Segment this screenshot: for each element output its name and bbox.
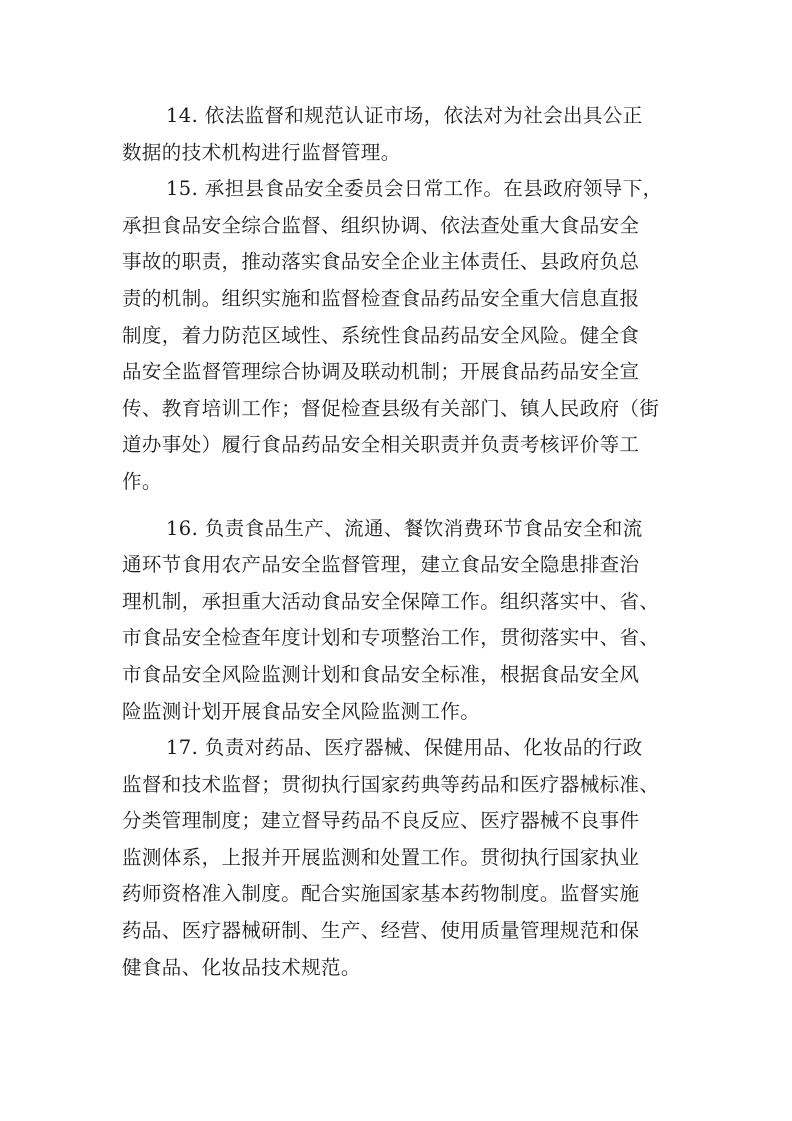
paragraph-line: 16. 负责食品生产、流通、餐饮消费环节食品安全和流 — [166, 516, 643, 540]
paragraph-line: 药师资格准入制度。配合实施国家基本药物制度。监督实施 — [122, 882, 640, 906]
paragraph-line: 市食品安全风险监测计划和食品安全标准，根据食品安全风 — [122, 662, 640, 686]
paragraph-15 — [122, 171, 682, 500]
paragraph-line: 17. 负责对药品、医疗器械、保健用品、化妆品的行政 — [166, 736, 643, 760]
paragraph-line: 事故的职责，推动落实食品安全企业主体责任、县政府负总 — [122, 250, 640, 274]
paragraph-17 — [122, 730, 682, 986]
paragraph-16 — [122, 511, 682, 731]
paragraph-line: 监测体系，上报并开展监测和处置工作。贯彻执行国家执业 — [122, 845, 640, 869]
paragraph-line: 通环节食用农产品安全监督管理，建立食品安全隐患排查治 — [122, 553, 640, 577]
paragraph-line: 责的机制。组织实施和监督检查食品药品安全重大信息直报 — [122, 286, 640, 310]
paragraph-line: 健食品、化妆品技术规范。 — [122, 955, 361, 979]
paragraph-14 — [122, 98, 682, 171]
paragraph-line: 道办事处）履行食品药品安全相关职责并负责考核评价等工 — [122, 433, 640, 457]
paragraph-line: 市食品安全检查年度计划和专项整治工作，贯彻落实中、省、 — [122, 626, 660, 650]
paragraph-line: 作。 — [122, 469, 162, 493]
paragraph-line: 承担食品安全综合监督、组织协调、依法查处重大食品安全 — [122, 213, 640, 237]
paragraph-line: 制度，着力防范区域性、系统性食品药品安全风险。健全食 — [122, 323, 640, 347]
paragraph-line: 药品、医疗器械研制、生产、经营、使用质量管理规范和保 — [122, 919, 640, 943]
document-body — [122, 98, 682, 986]
paragraph-line: 14. 依法监督和规范认证市场，依法对为社会出具公正 — [166, 104, 643, 127]
paragraph-line: 险监测计划开展食品安全风险监测工作。 — [122, 699, 481, 723]
paragraph-line: 监督和技术监督；贯彻执行国家药典等药品和医疗器械标准、 — [122, 772, 660, 796]
paragraph-line: 理机制，承担重大活动食品安全保障工作。组织落实中、省、 — [122, 589, 660, 613]
paragraph-line: 分类管理制度；建立督导药品不良反应、医疗器械不良事件 — [122, 809, 640, 833]
paragraph-line: 数据的技术机构进行监督管理。 — [122, 140, 401, 164]
paragraph-line: 品安全监督管理综合协调及联动机制；开展食品药品安全宣 — [122, 360, 640, 384]
paragraph-line: 传、教育培训工作；督促检查县级有关部门、镇人民政府（街 — [122, 396, 660, 420]
paragraph-line: 15. 承担县食品安全委员会日常工作。在县政府领导下， — [166, 177, 663, 201]
